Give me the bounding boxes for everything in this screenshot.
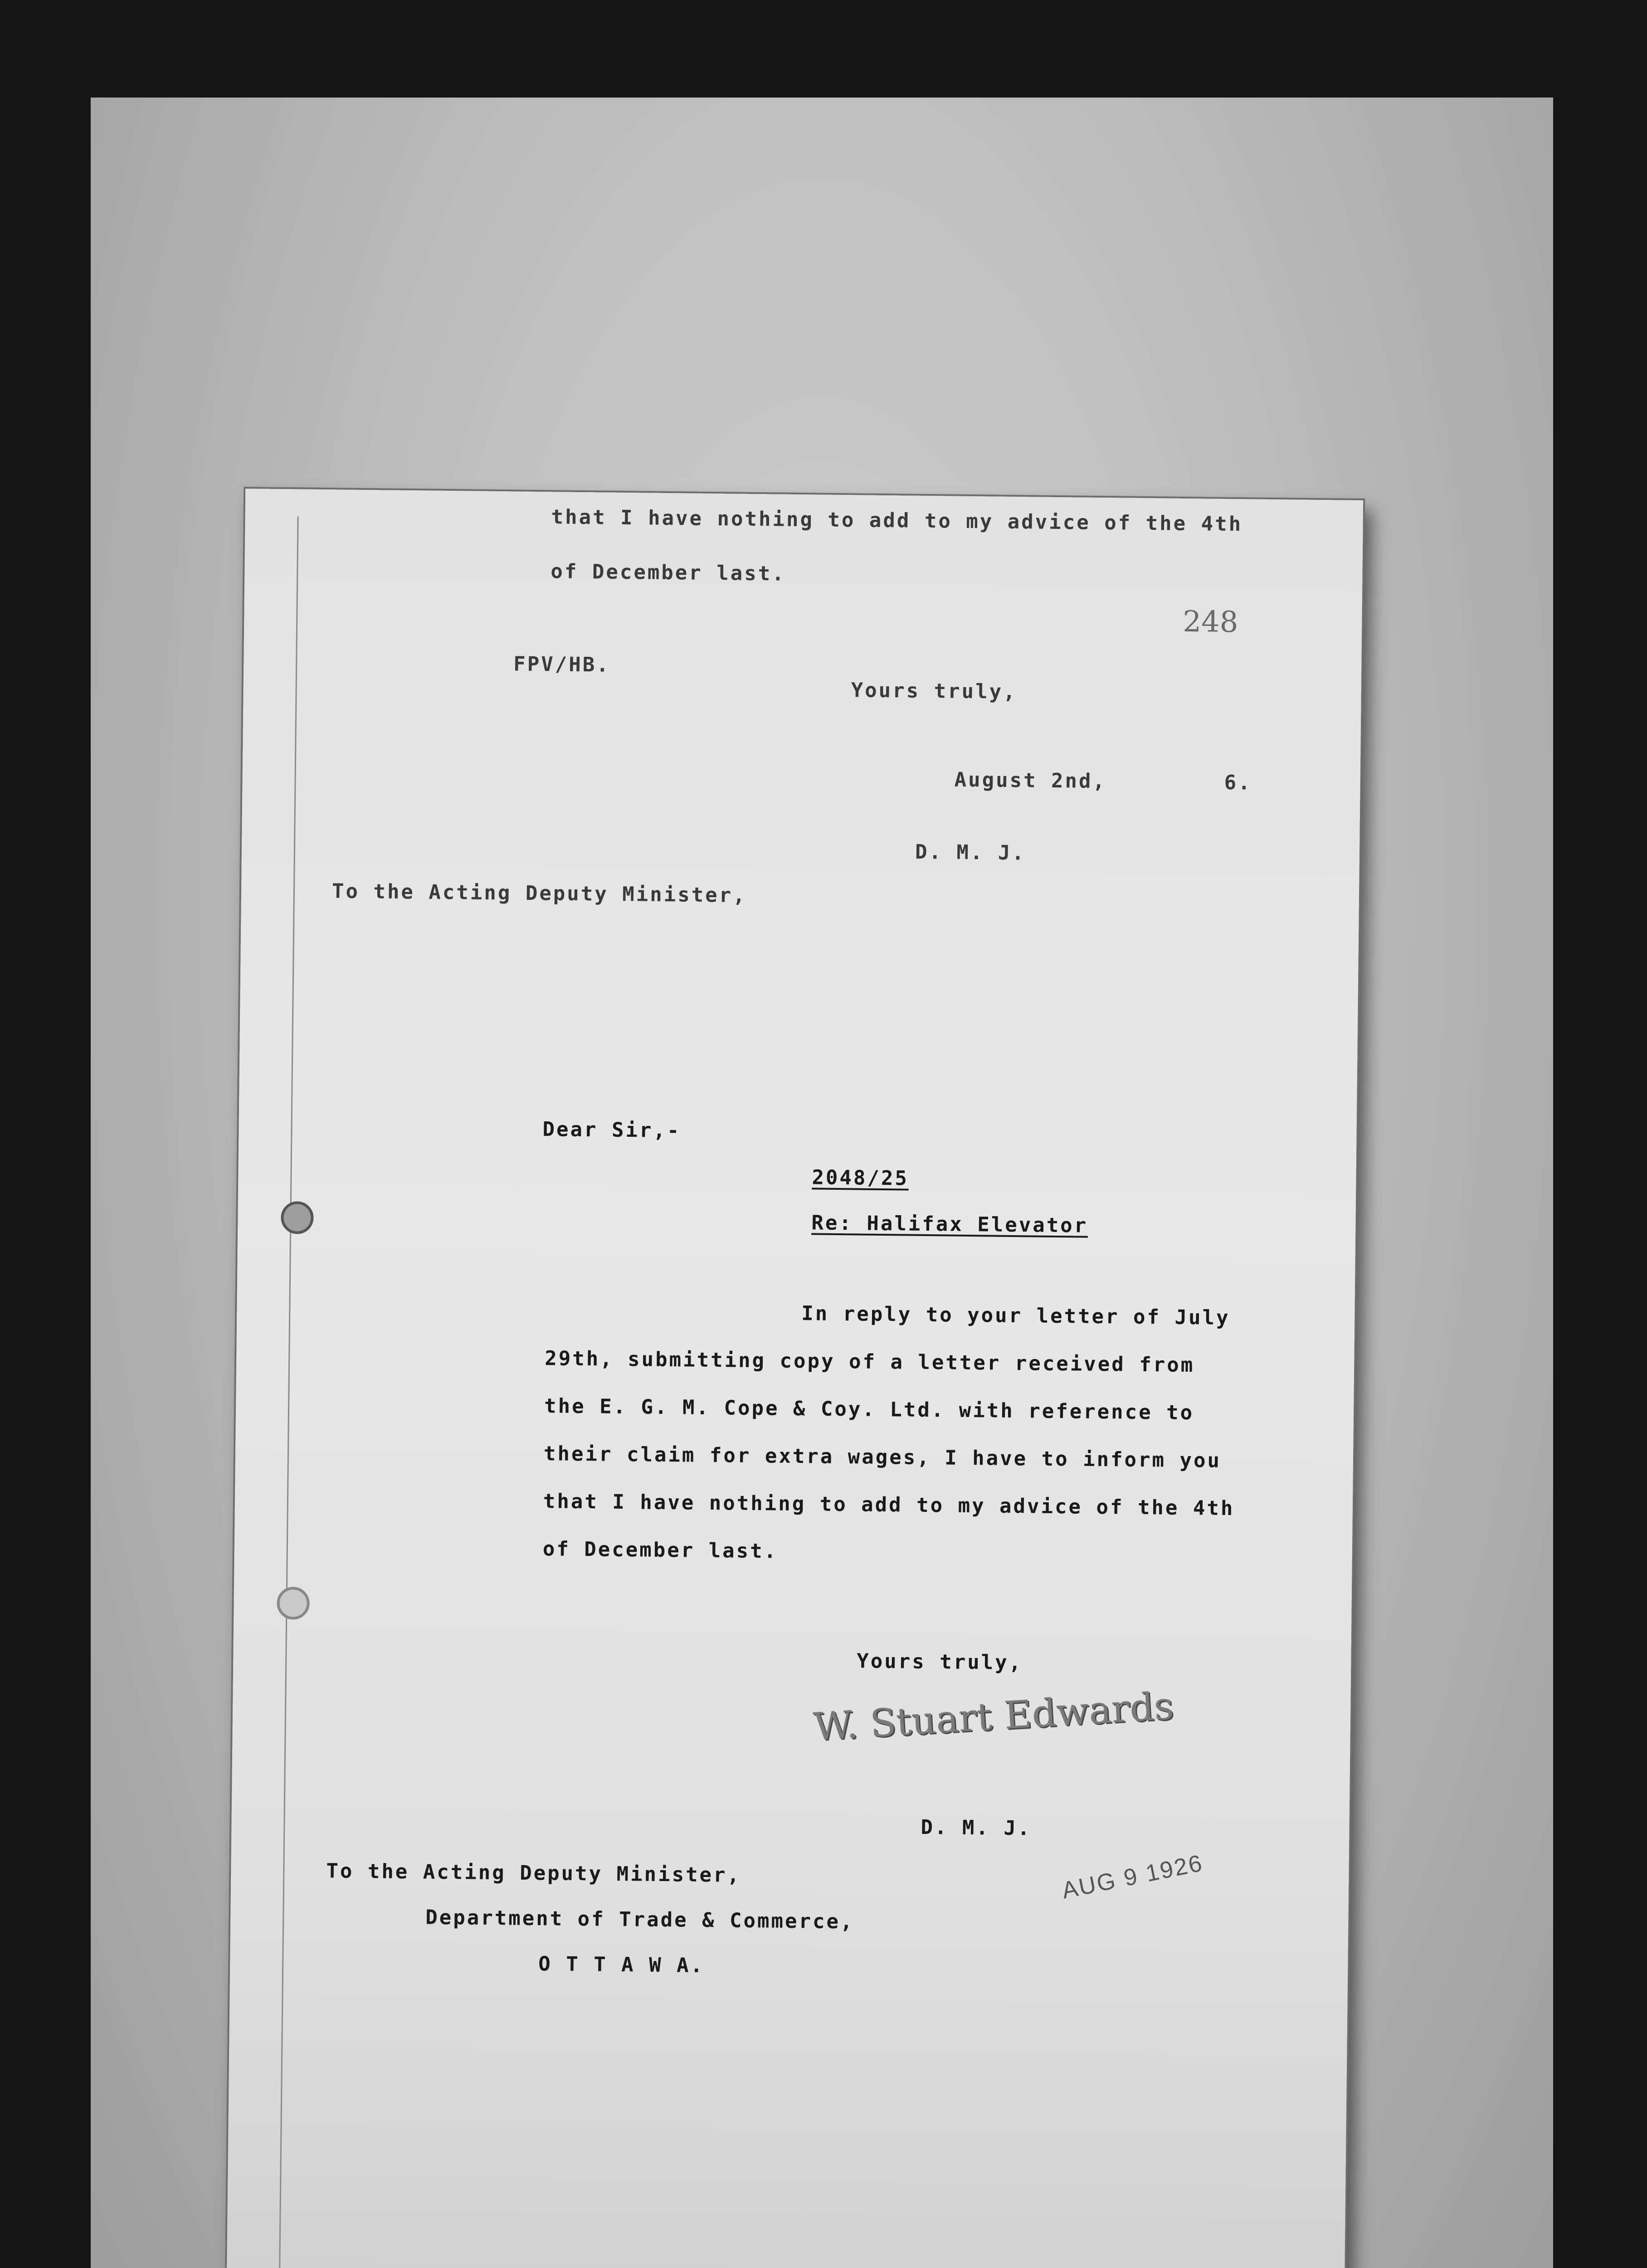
subject-line: Re: Halifax Elevator (811, 1211, 1088, 1237)
body-line: of December last. (542, 1537, 778, 1563)
body-line: their claim for extra wages, I have to inform you (543, 1442, 1222, 1472)
margin-rule (279, 516, 299, 2268)
addressee-line: Department of Trade & Commerce, (425, 1906, 854, 1934)
letter-sheet (226, 489, 1363, 2268)
top-remnant-line-1: that I have nothing to add to my advice of the 4th (551, 505, 1243, 536)
year-suffix: 6. (1224, 771, 1252, 795)
body-line: 29th, submitting copy of a letter received from (544, 1347, 1195, 1377)
top-remnant-line-2: of December last. (551, 560, 786, 586)
addressee-line: O T T A W A. (538, 1952, 705, 1977)
dmj-signoff: D. M. J. (921, 1815, 1032, 1840)
file-reference: 2048/25 (812, 1166, 909, 1190)
dmj-top: D. M. J. (915, 840, 1026, 865)
body-line: that I have nothing to add to my advice of the 4th (543, 1490, 1235, 1520)
closing: Yours truly, (857, 1649, 1023, 1675)
addressee-top: To the Acting Deputy Minister, (331, 880, 747, 907)
punch-hole-bottom (277, 1587, 310, 1620)
typist-initials: FPV/HB. (513, 652, 610, 677)
closing-top: Yours truly, (851, 679, 1017, 704)
folio-number: 248 (1182, 605, 1238, 640)
received-date-stamp: AUG 9 1926 (1059, 1850, 1206, 1904)
body-line: the E. G. M. Cope & Coy. Ltd. with reference to (544, 1394, 1194, 1425)
body-line: In reply to your letter of July (801, 1302, 1230, 1330)
addressee-line: To the Acting Deputy Minister, (326, 1859, 741, 1887)
salutation: Dear Sir,- (542, 1118, 681, 1143)
letter-date: August 2nd, (954, 768, 1107, 793)
signature-stamp: W. Stuart Edwards (812, 1683, 1175, 1750)
punch-hole-top (281, 1201, 314, 1234)
